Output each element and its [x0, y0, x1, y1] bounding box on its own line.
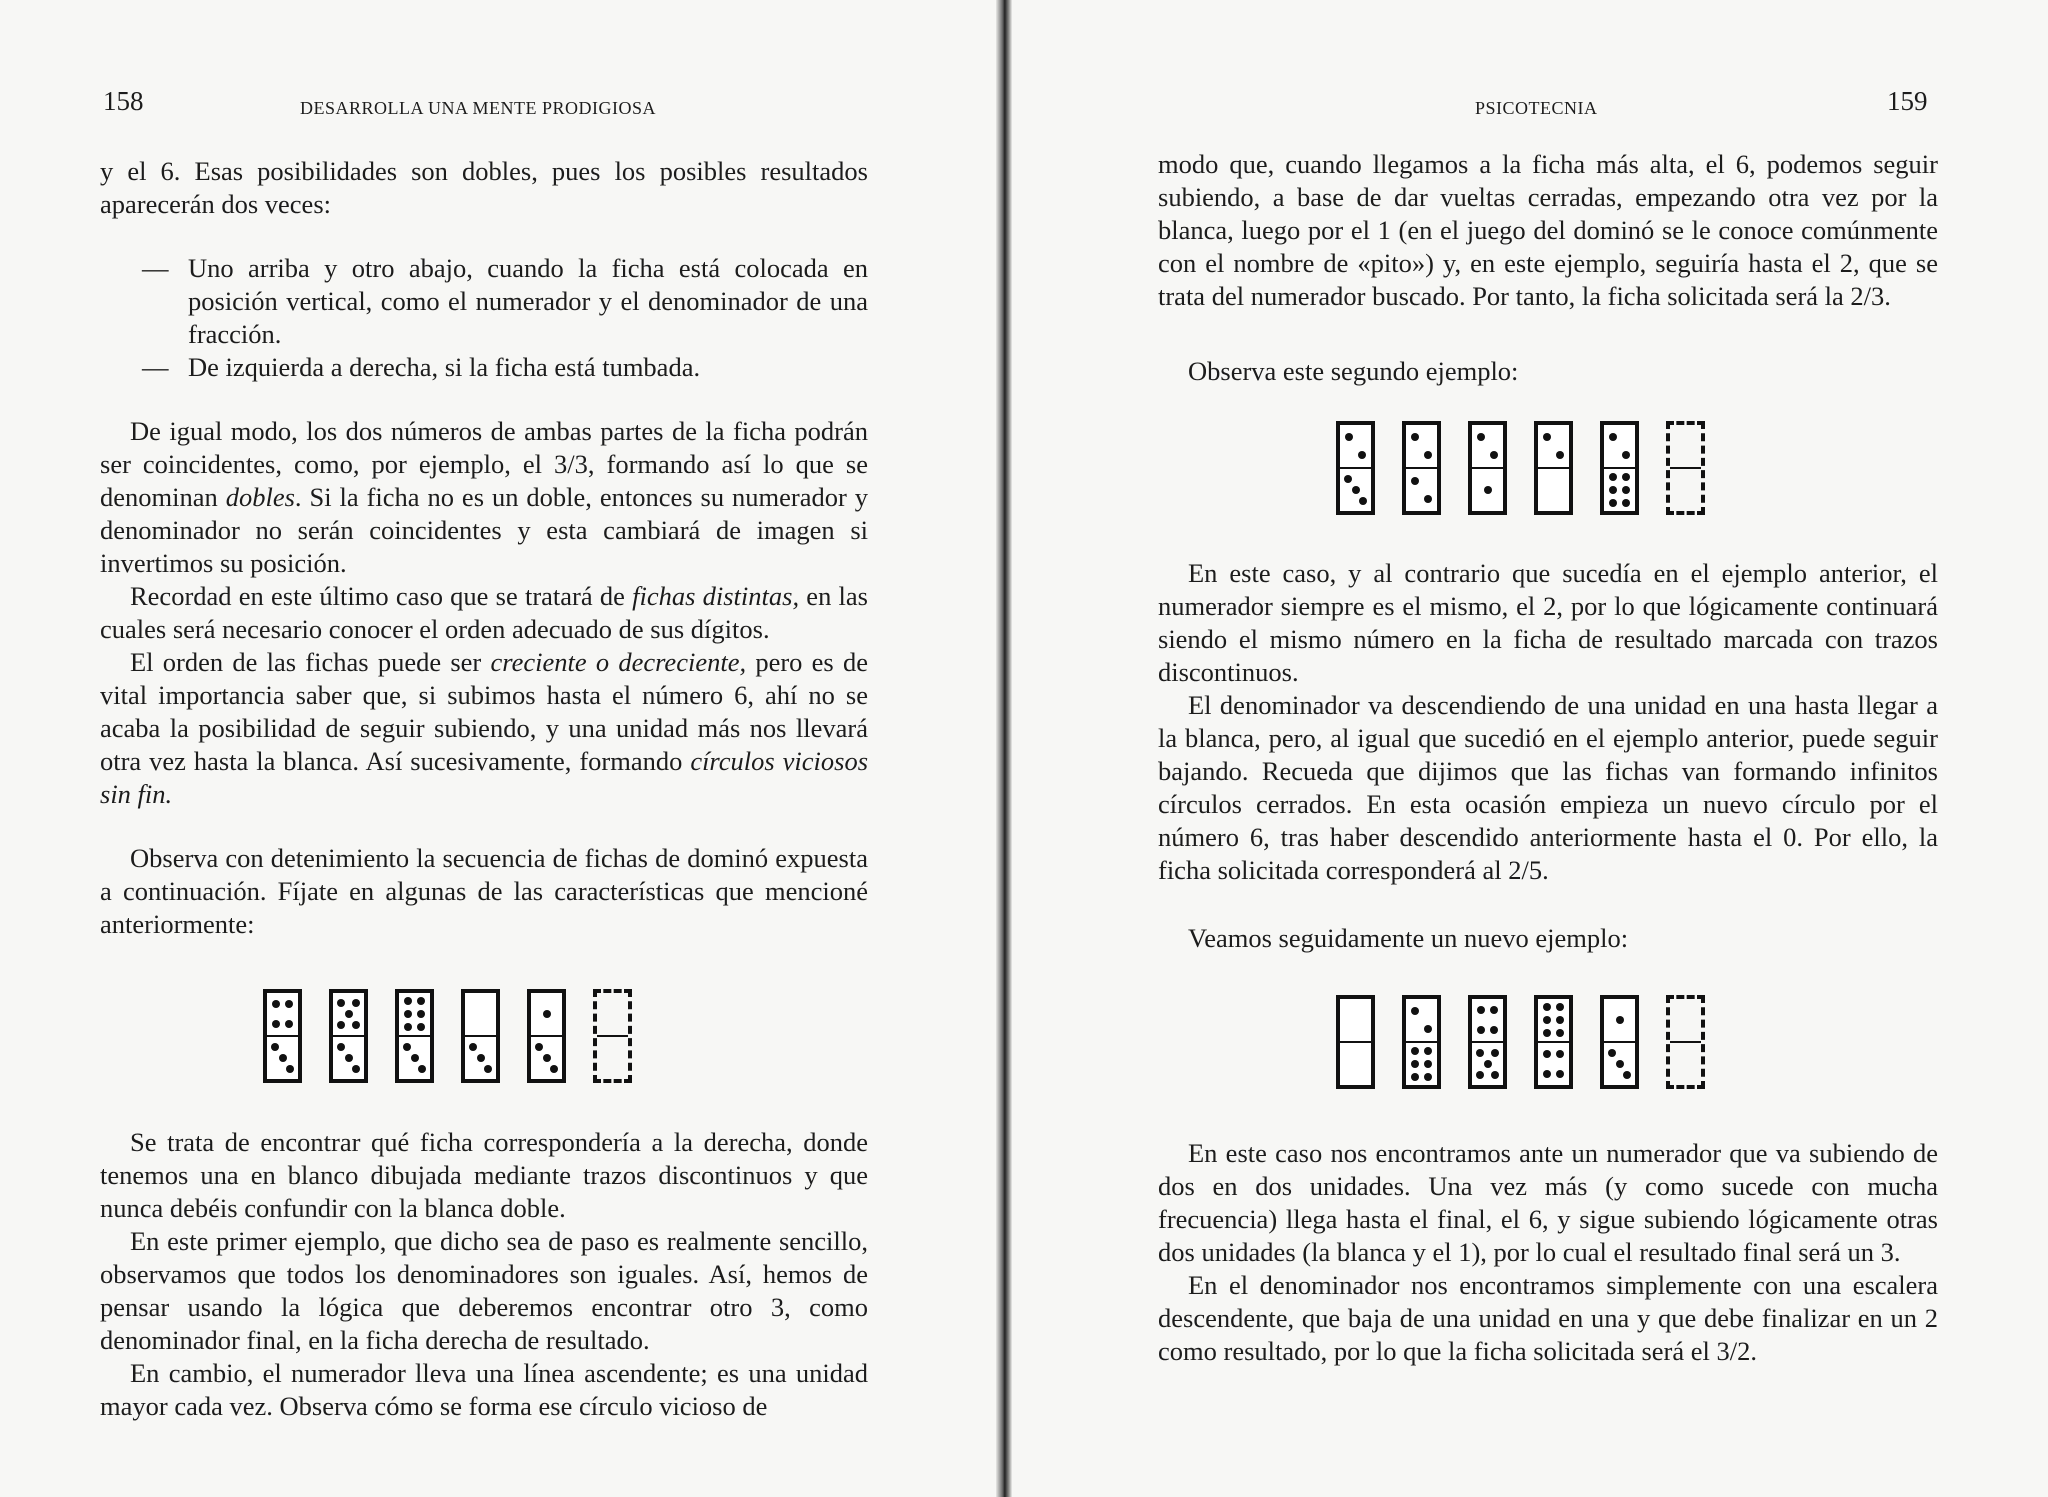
domino-pip [1477, 1026, 1485, 1034]
domino-pip [1358, 451, 1366, 459]
domino-bottom-half [531, 1037, 562, 1079]
domino-pip [1491, 1049, 1499, 1057]
right-page [1012, 0, 2048, 1497]
paragraph: El orden de las fichas puede ser creciente o decreciente, pero es de vital importancia saber que, si subimos hasta el número 6, ahí no se acaba la posibilidad de seguir subiendo, y una unidad más nos llevará otra vez hasta la blanca. Así sucesivamente, formando círculos viciosos sin fin. [100, 647, 869, 809]
domino-pip [1608, 1049, 1616, 1057]
domino-pip [1411, 1060, 1419, 1068]
domino-pip [1622, 473, 1630, 481]
domino-pip [1543, 1029, 1551, 1037]
paragraph: En el denominador nos encontramos simplemente con una escalera descendente, que baja de una unidad en una y que debe finalizar en un 2 como resultado, por lo que la ficha solicitada será el 3/2. [1158, 1270, 1938, 1366]
domino-tile [1402, 995, 1441, 1089]
domino-pip [271, 1043, 279, 1051]
paragraph: En este caso nos encontramos ante un numerador que va subiendo de dos en dos unidades. Una vez más (y como sucede con mucha frecuencia) llega hasta el final, el 6, y sigue subiendo lógicamente otras dos unidades (la blanca y el 1), por lo cual el resultado final será un 3. [1158, 1138, 1938, 1267]
running-head: DESARROLLA UNA MENTE PRODIGIOSA [300, 98, 657, 118]
domino-answer-blank [1666, 421, 1705, 515]
domino-pip [1609, 486, 1617, 494]
paragraph: El denominador va descendiendo de una unidad en una hasta llegar a la blanca, pero, al igual que sucedió en el ejemplo anterior, puede seguir bajando. Recueda que dijimos que las fichas van formando infinitos círculos cerrados. En esta ocasión empieza un nuevo círculo por el número 6, tras haber descendido anteriormente hasta el 0. Por ello, la ficha solicitada corresponderá al 2/5. [1158, 690, 1938, 885]
paragraph: Se trata de encontrar qué ficha correspondería a la derecha, donde tenemos una en blanco dibujada mediante trazos discontinuos y que nunca debéis confundir con la blanca doble. [100, 1127, 868, 1223]
domino-tile [1402, 421, 1441, 515]
right-text-block [1158, 148, 1938, 1368]
domino-pip [1556, 1029, 1564, 1037]
domino-top-half [1472, 425, 1503, 469]
domino-pip [1490, 451, 1498, 459]
domino-pip [1424, 495, 1432, 503]
domino-pip [1556, 1016, 1564, 1024]
paragraph: y el 6. Esas posibilidades son dobles, pues los posibles resultados aparecerán dos veces: [100, 156, 868, 219]
domino-pip [1424, 1025, 1432, 1033]
domino-top-half [597, 993, 628, 1037]
domino-top-half [267, 993, 298, 1037]
domino-pip [1609, 473, 1617, 481]
domino-pip [535, 1043, 543, 1051]
domino-sequence [1336, 421, 1938, 515]
domino-pip [543, 1054, 551, 1062]
domino-top-half [1670, 425, 1701, 469]
domino-pip [286, 1065, 294, 1073]
domino-top-half [1538, 999, 1569, 1043]
domino-pip [1543, 1050, 1551, 1058]
domino-pip [345, 1010, 353, 1018]
domino-top-half [333, 993, 364, 1037]
domino-tile [1600, 995, 1639, 1089]
domino-bottom-half [1406, 469, 1437, 511]
domino-bottom-half [399, 1037, 430, 1079]
domino-pip [1424, 1047, 1432, 1055]
domino-pip [1411, 1047, 1419, 1055]
domino-pip [1490, 1026, 1498, 1034]
domino-bottom-half [1340, 469, 1371, 511]
domino-pip [352, 999, 360, 1007]
domino-bottom-half [1472, 469, 1503, 511]
domino-pip [1476, 1071, 1484, 1079]
domino-pip [1424, 451, 1432, 459]
domino-tile [1534, 995, 1573, 1089]
domino-tile [1534, 421, 1573, 515]
domino-answer-blank [1666, 995, 1705, 1089]
domino-pip [352, 1021, 360, 1029]
domino-pip [1556, 1003, 1564, 1011]
paragraph: Observa este segundo ejemplo: [1188, 356, 1519, 386]
domino-top-half [1604, 425, 1635, 469]
domino-pip [411, 1054, 419, 1062]
domino-pip [1622, 499, 1630, 507]
domino-tile [461, 989, 500, 1083]
domino-top-half [1604, 999, 1635, 1043]
domino-tile [1336, 421, 1375, 515]
paragraph: Recordad en este último caso que se tratará de fichas distintas, en las cuales será necesario conocer el orden adecuado de sus dígitos. [100, 581, 868, 644]
domino-bottom-half [1538, 469, 1569, 511]
left-page [0, 0, 996, 1497]
domino-pip [1609, 499, 1617, 507]
domino-pip [345, 1054, 353, 1062]
list-item: — De izquierda a derecha, si la ficha está tumbada. [142, 352, 701, 382]
domino-pip [403, 1043, 411, 1051]
domino-pip [1556, 1070, 1564, 1078]
domino-pip [272, 1000, 280, 1008]
domino-pip [543, 1010, 551, 1018]
domino-tile [263, 989, 302, 1083]
paragraph: En este primer ejemplo, que dicho sea de paso es realmente sencillo, observamos que todos los denominadores son iguales. Así, hemos de pensar usando la lógica que deberemos encontrar otro 3, como denominador final, en la ficha derecha de resultado. [100, 1226, 868, 1355]
domino-bottom-half [465, 1037, 496, 1079]
domino-pip [469, 1043, 477, 1051]
domino-bottom-half [1472, 1043, 1503, 1085]
domino-bottom-half [1604, 1043, 1635, 1085]
domino-top-half [1406, 999, 1437, 1043]
paragraph: Observa con detenimiento la secuencia de fichas de dominó expuesta a continuación. Fíjate en algunas de las características que mencioné anteriormente: [100, 843, 868, 939]
domino-pip [1484, 1060, 1492, 1068]
domino-pip [1543, 433, 1551, 441]
domino-bottom-half [333, 1037, 364, 1079]
domino-top-half [1670, 999, 1701, 1043]
domino-top-half [1340, 999, 1371, 1043]
domino-pip [1543, 1003, 1551, 1011]
domino-bottom-half [1406, 1043, 1437, 1085]
domino-tile [1468, 421, 1507, 515]
book-spine [996, 0, 1012, 1497]
page-number: 158 [103, 86, 144, 116]
domino-sequence [263, 989, 868, 1083]
domino-pip [1411, 1007, 1419, 1015]
paragraph: En cambio, el numerador lleva una línea ascendente; es una unidad mayor cada vez. Observa cómo se forma ese círculo vicioso de [100, 1358, 868, 1421]
domino-bottom-half [597, 1037, 628, 1079]
paragraph: En este caso, y al contrario que sucedía en el ejemplo anterior, el numerador siempre es el mismo, el 2, por lo que lógicamente continuará siendo el mismo número en la ficha de resultado marcada con trazos discontinuos. [1158, 558, 1938, 687]
domino-pip [1490, 1006, 1498, 1014]
domino-top-half [1406, 425, 1437, 469]
domino-bottom-half [1340, 1043, 1371, 1085]
domino-pip [337, 999, 345, 1007]
domino-pip [1345, 433, 1353, 441]
domino-pip [337, 1043, 345, 1051]
domino-pip [1491, 1071, 1499, 1079]
domino-pip [1477, 1006, 1485, 1014]
domino-pip [1359, 497, 1367, 505]
domino-top-half [399, 993, 430, 1037]
domino-tile [527, 989, 566, 1083]
domino-top-half [1538, 425, 1569, 469]
domino-pip [279, 1054, 287, 1062]
left-text-block [100, 155, 868, 1423]
domino-pip [1411, 477, 1419, 485]
domino-pip [1476, 1049, 1484, 1057]
domino-pip [1484, 486, 1492, 494]
domino-pip [404, 1010, 412, 1018]
domino-pip [1424, 1060, 1432, 1068]
domino-top-half [465, 993, 496, 1037]
domino-pip [418, 1065, 426, 1073]
domino-tile [1336, 995, 1375, 1089]
domino-bottom-half [1670, 1043, 1701, 1085]
domino-pip [1622, 486, 1630, 494]
paragraph: De igual modo, los dos números de ambas partes de la ficha podrán ser coincidentes, como, por ejemplo, el 3/3, formando así lo que se denominan dobles. Si la ficha no es un doble, entonces su numerador y denominador no serán coincidentes y esta cambiará de imagen si invertimos su posición. [100, 416, 868, 578]
domino-pip [1411, 433, 1419, 441]
domino-pip [1477, 433, 1485, 441]
domino-tile [1468, 995, 1507, 1089]
domino-bottom-half [1670, 469, 1701, 511]
domino-pip [417, 997, 425, 1005]
paragraph: modo que, cuando llegamos a la ficha más alta, el 6, podemos seguir subiendo, a base de dar vueltas cerradas, empezando otra vez por la blanca, luego por el 1 (en el juego del dominó se le conoce comúnmente con el nombre de «pito») y, en este ejemplo, seguiría hasta el 2, que se trata del numerador buscado. Por tanto, la ficha solicitada será la 2/3. [1158, 149, 1938, 311]
domino-pip [272, 1020, 280, 1028]
running-head: PSICOTECNIA [1475, 98, 1598, 118]
domino-pip [1344, 475, 1352, 483]
domino-pip [404, 1023, 412, 1031]
domino-tile [329, 989, 368, 1083]
paragraph: Veamos seguidamente un nuevo ejemplo: [1188, 923, 1629, 953]
page-number: 159 [1887, 86, 1928, 116]
domino-pip [1609, 433, 1617, 441]
domino-pip [352, 1065, 360, 1073]
domino-pip [1352, 486, 1360, 494]
domino-pip [417, 1010, 425, 1018]
domino-pip [404, 997, 412, 1005]
domino-pip [337, 1021, 345, 1029]
domino-answer-blank [593, 989, 632, 1083]
domino-pip [1543, 1070, 1551, 1078]
domino-sequence [1336, 995, 1938, 1089]
domino-top-half [1472, 999, 1503, 1043]
domino-pip [285, 1020, 293, 1028]
domino-bottom-half [1538, 1043, 1569, 1085]
domino-pip [1622, 451, 1630, 459]
domino-pip [1556, 451, 1564, 459]
domino-pip [477, 1054, 485, 1062]
domino-pip [1616, 1016, 1624, 1024]
domino-pip [1623, 1071, 1631, 1079]
domino-pip [285, 1000, 293, 1008]
domino-pip [550, 1065, 558, 1073]
domino-bottom-half [267, 1037, 298, 1079]
domino-pip [1411, 1073, 1419, 1081]
domino-pip [1556, 1050, 1564, 1058]
domino-top-half [1340, 425, 1371, 469]
domino-pip [1543, 1016, 1551, 1024]
domino-bottom-half [1604, 469, 1635, 511]
domino-tile [395, 989, 434, 1083]
domino-tile [1600, 421, 1639, 515]
domino-pip [417, 1023, 425, 1031]
list-item: — Uno arriba y otro abajo, cuando la ficha está colocada en posición vertical, como el numerador y el denominador de una fracción. [142, 253, 868, 349]
domino-pip [1616, 1060, 1624, 1068]
domino-pip [484, 1065, 492, 1073]
domino-pip [1424, 1073, 1432, 1081]
domino-top-half [531, 993, 562, 1037]
